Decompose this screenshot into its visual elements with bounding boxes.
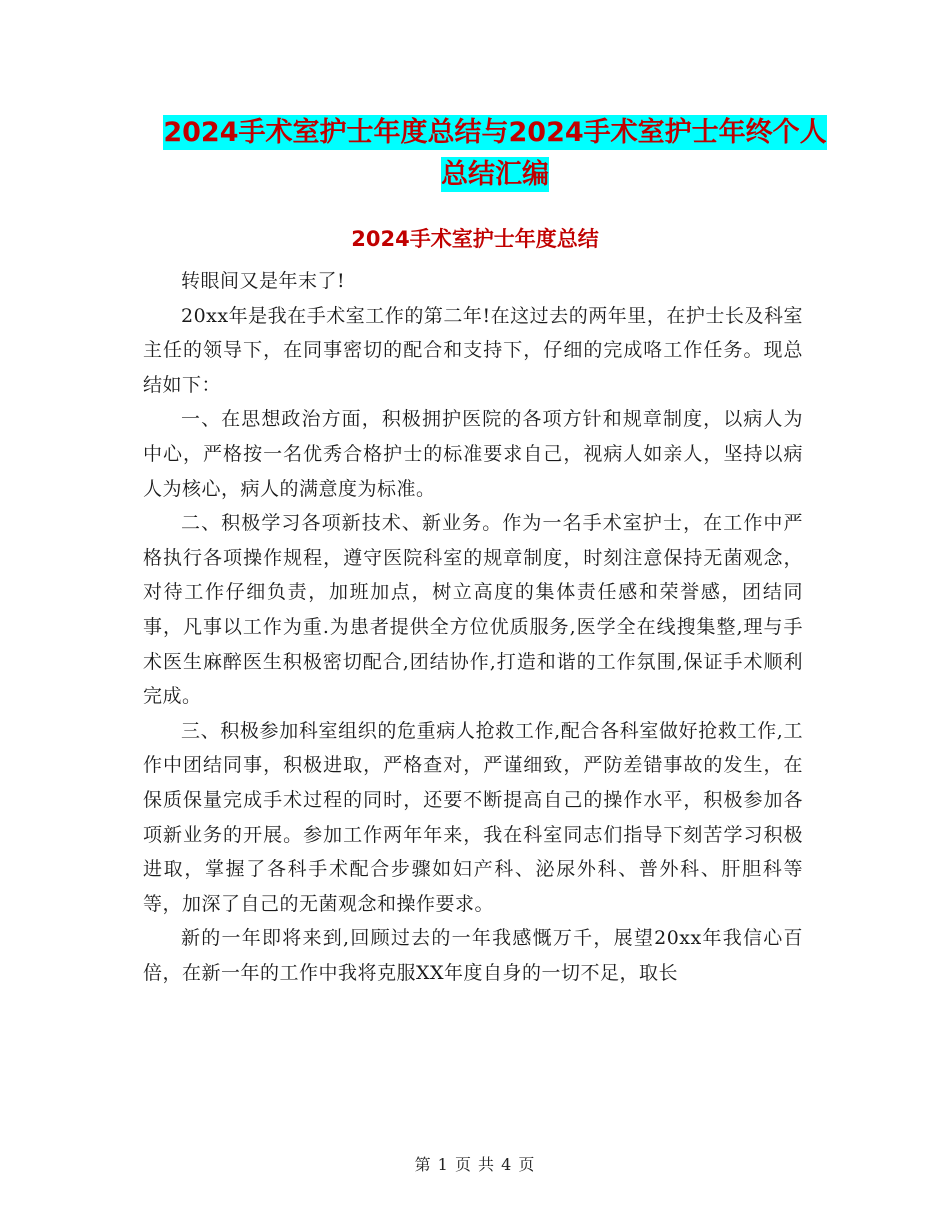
paragraph: 三、积极参加科室组织的危重病人抢救工作,配合各科室做好抢救工作,工作中团结同事，积极进取，严格查对，严谨细致，严防差错事故的发生，在保质保量完成手术过程的同时，还要不断提高自己的操作水平，积极参加各项新业务的开展。参加工作两年年来，我在科室同志们指导下刻苦学习积极进取，掌握了各科手术配合步骤如妇产科、泌尿外科、普外科、肝胆科等等，加深了自己的无菌观念和操作要求。 [143, 719, 803, 915]
paragraph: 新的一年即将来到,回顾过去的一年我感慨万千，展望20xx年我信心百倍，在新一年的工作中我将克服XX年度自身的一切不足，取长 [143, 927, 803, 984]
document-title-line-2: 总结汇编 [441, 159, 549, 190]
paragraph: 二、积极学习各项新技术、新业务。作为一名手术室护士，在工作中严格执行各项操作规程，遵守医院科室的规章制度，时刻注意保持无菌观念，对待工作仔细负责，加班加点，树立高度的集体责任感和荣誉感，团结同事，凡事以工作为重.为患者提供全方位优质服务,医学全在线搜集整,理与手术医生麻醉医生积极密切配合,团结协作,打造和谐的工作氛围,保证手术顺利完成。 [143, 512, 803, 708]
document-title [140, 112, 850, 196]
section-title: 2024手术室护士年度总结 [351, 227, 599, 251]
paragraph: 一、在思想政治方面，积极拥护医院的各项方针和规章制度，以病人为中心，严格按一名优秀合格护士的标准要求自己，视病人如亲人，坚持以病人为核心，病人的满意度为标准。 [143, 408, 803, 500]
document-body [143, 264, 803, 990]
document-title-line-1: 2024手术室护士年度总结与2024手术室护士年终个人 [163, 117, 827, 148]
paragraph: 转眼间又是年末了! [181, 270, 346, 292]
paragraph: 20xx年是我在手术室工作的第二年!在这过去的两年里，在护士长及科室主任的领导下，在同事密切的配合和支持下，仔细的完成咯工作任务。现总结如下： [143, 304, 803, 396]
page-footer: 第 1 页 共 4 页 [414, 1155, 536, 1174]
